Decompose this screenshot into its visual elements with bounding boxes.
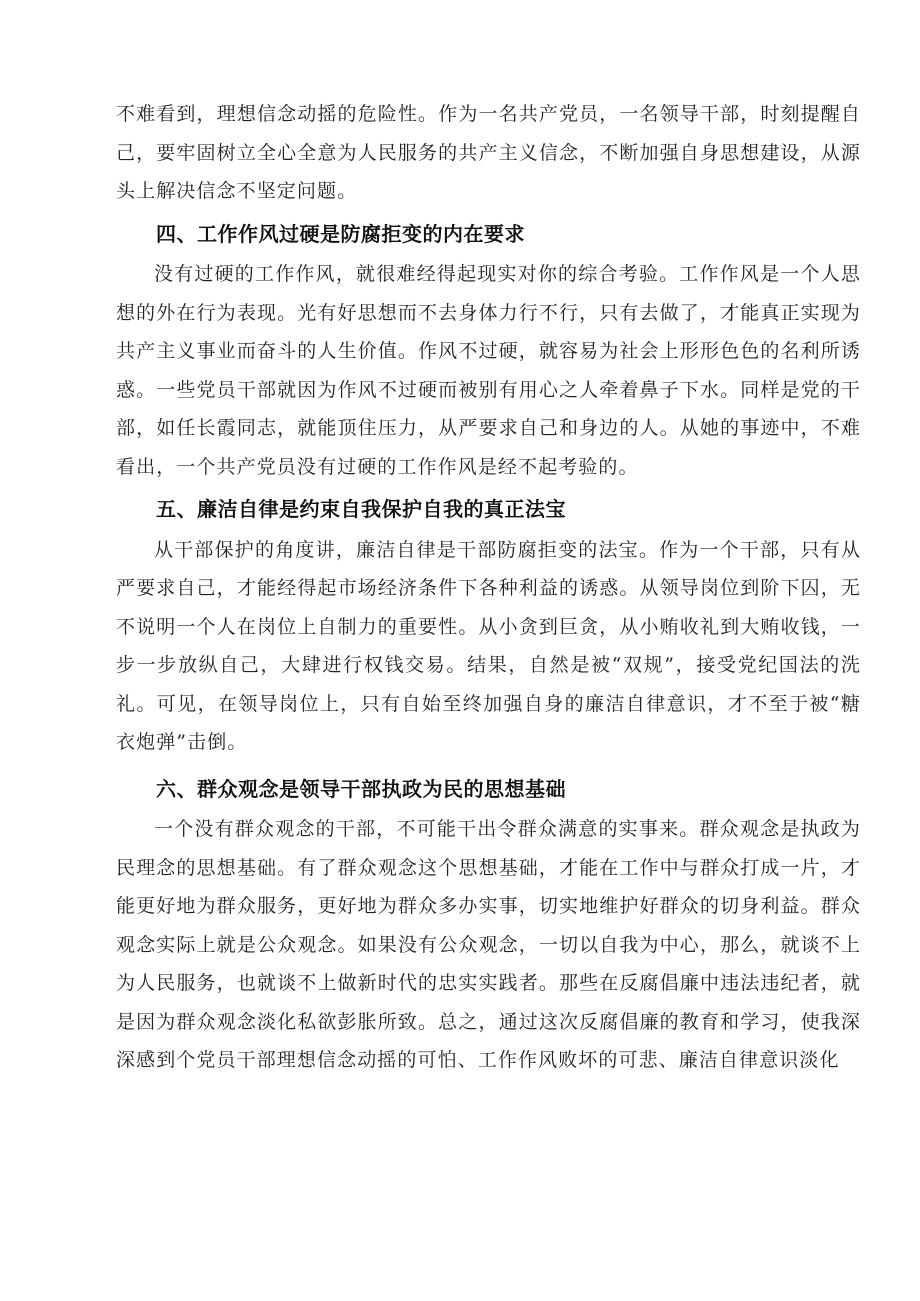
section-heading-6: 六、群众观念是领导干部执政为民的思想基础 [156,776,566,801]
section-heading-4: 四、工作作风过硬是防腐拒变的内在要求 [156,221,525,246]
paragraph-work-style: 没有过硬的工作作风，就很难经得起现实对你的综合考验。工作作风是一个人思想的外在行为表现。光有好思想而不去身体力行不行，只有去做了，才能真正实现为共产主义事业而奋斗的人生价值。作风不过硬，就容易为社会上形形色色的名利所诱惑。一些党员干部就因为作风不过硬而被别有用心之人牵着鼻子下水。同样是党的干部，如任长霞同志，就能顶住压力，从严要求自己和身边的人。从她的事迹中，不难看出，一个共产党员没有过硬的工作作风是经不起考验的。 [116,263,861,478]
paragraph-ideals-continued: 不难看到，理想信念动摇的危险性。作为一名共产党员，一名领导干部，时刻提醒自己，要牢固树立全心全意为人民服务的共产主义信念，不断加强自身思想建设，从源头上解决信念不坚定问题。 [116,103,861,202]
section-heading-5: 五、廉洁自律是约束自我保护自我的真正法宝 [156,497,566,521]
document-body [116,95,861,1080]
paragraph-mass-view: 一个没有群众观念的干部，不可能干出令群众满意的实事来。群众观念是执政为民理念的思想基础。有了群众观念这个思想基础，才能在工作中与群众打成一片，才能更好地为群众服务，更好地为群众多办实事，切实地维护好群众的切身利益。群众观念实际上就是公众观念。如果没有公众观念，一切以自我为中心，那么，就谈不上为人民服务，也就谈不上做新时代的忠实实践者。那些在反腐倡廉中违法违纪者，就是因为群众观念淡化私欲彭胀所致。总之，通过这次反腐倡廉的教育和学习，使我深深感到个党员干部理想信念动摇的可怕、工作作风败坏的可悲、廉洁自律意识淡化 [116,818,861,1071]
paragraph-self-discipline: 从干部保护的角度讲，廉洁自律是干部防腐拒变的法宝。作为一个干部，只有从严要求自己，才能经得起市场经济条件下各种利益的诱惑。从领导岗位到阶下囚，无不说明一个人在岗位上自制力的重要性。从小贪到巨贪，从小贿收礼到大贿收钱，一步一步放纵自己，大肆进行权钱交易。结果，自然是被“双规”，接受党纪国法的洗礼。可见，在领导岗位上，只有自始至终加强自身的廉洁自律意识，才不至于被“糖衣炮弹”击倒。 [116,538,861,753]
